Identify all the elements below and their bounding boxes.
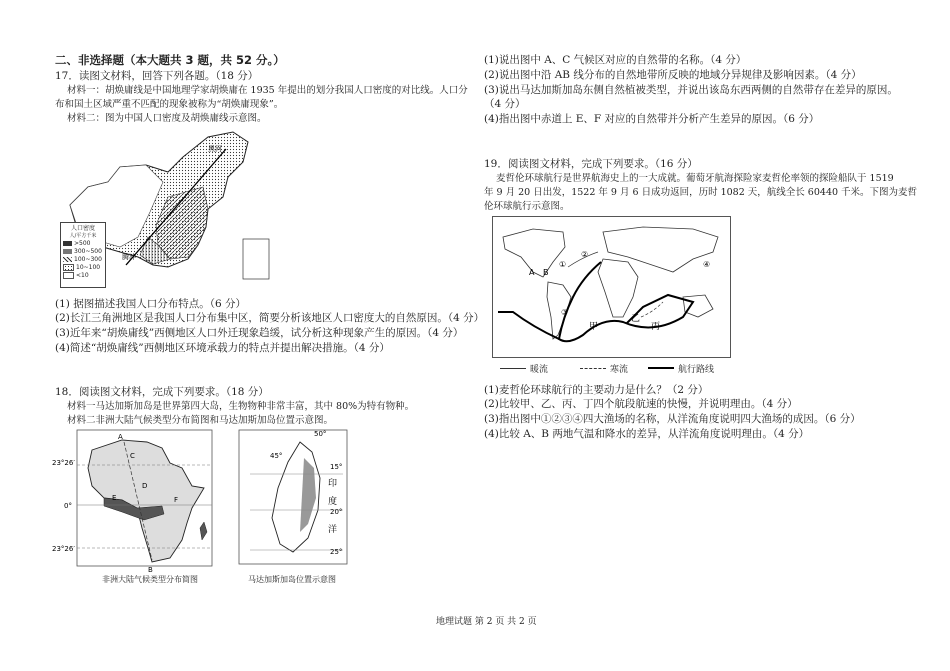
q18-question-4: (4)指出图中赤道上 E、F 对应的自然带并分析产生差异的原因。（6 分） [484, 113, 820, 125]
q17-question-2: (2)长江三角洲地区是我国人口分布集中区，简要分析该地区人口密度大的自然原因。（4 分） [55, 312, 485, 324]
legend-title: 人口密度 [70, 225, 95, 232]
q18-question-2: (2)说出图中沿 AB 线分布的自然地带所反映的地域分异规律及影响因素。（4 分） [484, 69, 862, 81]
legend-unit: 人/平方千米 [69, 233, 97, 239]
q18-material1: 材料一马达加斯加岛是世界第四大岛，生物物种非常丰富，其中 80%为特有物种。 [67, 401, 415, 412]
legend-row [61, 263, 105, 271]
legend-row [61, 271, 105, 279]
q19-question-4: (4)比较 A、B 两地气温和降水的差异，从洋流角度说明理由。（4 分） [484, 428, 810, 440]
letter-c: C [130, 452, 135, 460]
segment-jia: 甲 [589, 322, 599, 332]
legend-row [61, 247, 105, 255]
q18-material2: 材料二非洲大陆气候类型分布简图和马达加斯加岛位置示意图。 [67, 415, 334, 426]
africa-map-svg [52, 428, 234, 586]
current-legend [500, 362, 740, 376]
q18-question-3: (3)说出马达加斯加岛东侧自然植被类型，并说出该岛东西两侧的自然带存在差异的原因。 [484, 84, 898, 96]
q17-stem: 17．读图文材料，回答下列各题。（18 分） [55, 70, 259, 82]
legend-row [61, 239, 105, 247]
q19-stem: 19．阅读图文材料，完成下列要求。（16 分） [484, 158, 698, 170]
lat-label-north: 23°26′ [52, 459, 75, 467]
label-b: B [543, 268, 549, 277]
cold-current [641, 302, 663, 317]
south-sea-inset [243, 239, 269, 279]
q19-material-2: 年 9 月 20 日出发，1522 年 9 月 6 日成功返回，历时 1082 天，航线全长 60440 千米。下图为麦哲 [484, 187, 918, 198]
label-du: 度 [328, 497, 338, 507]
q17-question-4: (4)简述“胡焕庸线”西侧地区环境承载力的特点并提出解决措施。（4 分） [55, 342, 390, 354]
africa-caption: 非洲大陆气候类型分布简图 [102, 575, 198, 584]
fishery-3: ③ [561, 308, 569, 317]
madagascar-map-svg [238, 428, 354, 568]
cold-current-symbol [580, 368, 606, 369]
legend-label: <10 [76, 271, 89, 279]
australia [683, 295, 713, 317]
lat-label-15: 15° [330, 463, 343, 471]
letter-b: B [148, 566, 153, 574]
label-yin: 印 [328, 479, 338, 489]
fishery-2: ② [581, 250, 589, 259]
legend-route: 航行路线 [678, 365, 715, 375]
legend-row [61, 255, 105, 263]
page-footer: 地理试题 第 2 页 共 2 页 [436, 617, 537, 627]
q18-question-1: (1)说出图中 A、C 气候区对应的自然带的名称。（4 分） [484, 54, 747, 66]
legend-cold: 寒流 [610, 365, 629, 375]
route-symbol [648, 367, 674, 369]
route-line-pacific [498, 312, 559, 339]
q18-stem: 18．阅读图文材料，完成下列要求。（18 分） [55, 386, 269, 398]
lat-label-25: 25° [330, 548, 343, 556]
lon-label-45: 45° [270, 452, 283, 460]
legend-label: 10~100 [76, 263, 101, 271]
lat-label-south: 23°26′ [52, 545, 75, 553]
legend-warm: 暖流 [530, 365, 549, 375]
population-density-legend [60, 222, 106, 288]
africa [598, 259, 638, 317]
segment-yi: 乙 [631, 314, 641, 324]
q19-question-1: (1)麦哲伦环球航行的主要动力是什么？（2 分） [484, 384, 709, 396]
fishery-1: ① [559, 260, 567, 269]
lon-label-50: 50° [314, 430, 327, 438]
warm-current-symbol [500, 368, 526, 369]
letter-f: F [174, 496, 179, 504]
q19-material-1: 麦哲伦环球航行是世界航海史上的一大成就。葡萄牙航海探险家麦哲伦率领的探险船队于 1519 [496, 173, 894, 184]
madagascar-location-map [238, 428, 354, 586]
segment-bing: 丙 [651, 322, 661, 332]
section-title: 二、非选择题（本大题共 3 题，共 52 分。） [55, 53, 285, 67]
lat-label-20: 20° [330, 508, 343, 516]
lat-label-equator: 0° [64, 502, 72, 510]
label-a: A [529, 268, 535, 277]
letter-d: D [142, 482, 148, 490]
madagascar-caption: 马达加斯加岛位置示意图 [248, 575, 336, 584]
q17-material1-a: 材料一：胡焕庸线是中国地理学家胡焕庸在 1935 年提出的划分我国人口密度的对比线。人口分 [67, 85, 468, 96]
q18-question-3-score: （4 分） [484, 98, 526, 110]
letter-e: E [112, 494, 117, 502]
q17-material1-b: 布和国土区域严重不匹配的现象被称为“胡焕庸现象”。 [55, 99, 284, 110]
q17-material2: 材料二：图为中国人口密度及胡焕庸线示意图。 [67, 113, 267, 124]
q19-question-2: (2)比较甲、乙、丙、丁四个航段航速的快慢，并说明理由。（4 分） [484, 398, 798, 410]
q17-question-3: (3)近年来“胡焕庸线”西侧地区人口外迁现象趋缓，试分析这种现象产生的原因。（4 分） [55, 327, 464, 339]
letter-a: A [118, 433, 123, 441]
fishery-4: ④ [703, 260, 711, 269]
legend-label: >500 [74, 239, 91, 247]
q19-material-3: 伦环球航行示意图。 [484, 201, 570, 212]
label-tengchong: 腾冲 [122, 253, 136, 261]
magellan-route-map [492, 216, 731, 358]
label-yang: 洋 [328, 525, 338, 535]
africa-climate-map [52, 428, 234, 586]
world-map-svg [493, 217, 730, 357]
q17-question-1: (1) 据图描述我国人口分布特点。（6 分） [55, 298, 246, 310]
legend-label: 300~500 [74, 247, 102, 255]
label-heihe: 黑河 [208, 145, 222, 153]
legend-label: 100~300 [74, 255, 102, 263]
q19-question-3: (3)指出图中①②③④四大渔场的名称，从洋流角度说明四大渔场的成因。（6 分） [484, 413, 861, 425]
